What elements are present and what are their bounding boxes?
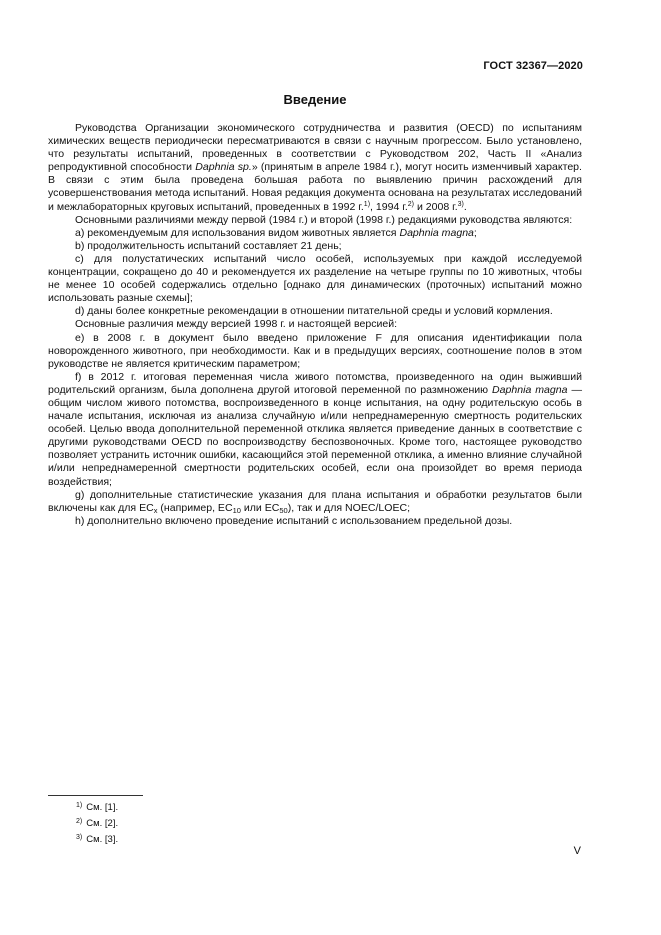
list-item-d: d) даны более конкретные рекомендации в отношении питательной среды и условий кормления.: [75, 305, 553, 318]
footnote-2: $^{2)}$ См. [2].: [76, 818, 119, 829]
footnote-1: $^{1)}$ См. [1].: [76, 802, 119, 813]
list-item-c: c) для полустатических испытаний число особей, используемых при каждой исследуемой концентрации, сокращено до 40 и рекомендуется их разделение на четыре группы по 10 животных, чтобы не менее 10 особей содержались отдельно [однако для динамических (проточных) испытаний можно использовать разные схемы];: [48, 252, 582, 305]
footnotes: [76, 800, 118, 848]
list-item-e: e) в 2008 г. в документ было введено приложение F для описания идентификации пола новорожденного животного, при необходимости. Как и в предыдущих версиях, соотношение полов в этом руководстве не является критическим параметром;: [48, 331, 582, 370]
list-item-h: h) дополнительно включено проведение испытаний с использованием предельной дозы.: [75, 514, 513, 527]
paragraph-differences-2: Основные различия между версией 1998 г. и настоящей версией:: [75, 318, 398, 331]
paragraph-intro: Руководства Организации экономического сотрудничества и развития (OECD) по испытаниям химических веществ периодически пересматриваются в связи с научным прогрессом. Было установлено, что результаты испытаний, проведенных в соответствии с Руководством 202, Часть II «Анализ репродуктивной способности Daphnia sp.» (принятым в апреле 1984 г.), могут носить изменчивый характер. В связи с этим была проведена большая работа по выявлению причин расхождений для усовершенствования метода испытаний. Новая редакция документа основана на результатах исследований и межлабораторных круговых испытаний, проведенных в 1992 г.$^{1)}$, 1994 г.$^{2)}$ и 2008 г.$^{3)}$.: [48, 122, 582, 213]
list-item-f: f) в 2012 г. итоговая переменная числа живого потомства, произведенного на один выживший родительский организм, была дополнена другой итоговой переменной по размножению Daphnia magna — общим числом живого потомства, воспроизведенного в конце испытания, на одну родительскую особь в начале испытания, исключая из анализа случайную и/или непреднамеренную смертность родительских особей. Целью ввода дополнительной переменной отклика является приведение данных в соответствие с другими руководствами OECD по воспроизводству беспозвоночных. Кроме того, настоящее руководство позволяет устранить источник ошибки, касающийся этой переменной отклика, а именно влияние случайной и/или непреднамеренной смертности родительских особей, если она произойдет во время периода воздействия;: [48, 370, 583, 488]
page-number: V: [573, 845, 581, 857]
standard-code: ГОСТ 32367—2020: [483, 60, 583, 72]
list-item-a: a) рекомендуемым для использования видом животных является Daphnia magna;: [75, 226, 477, 239]
list-item-b: b) продолжительность испытаний составляет 21 день;: [75, 239, 342, 252]
section-title: Введение: [283, 92, 347, 107]
paragraph-differences-1: Основными различиями между первой (1984 г.) и второй (1998 г.) редакциями руководства являются:: [75, 213, 573, 226]
footnote-3: $^{3)}$ См. [3].: [76, 834, 119, 845]
footnote-ref: 1): [363, 200, 371, 208]
footnote-ref: 3): [457, 200, 464, 208]
list-item-g: g) дополнительные статистические указания для плана испытания и обработки результатов были включены как для $EC_x$ (например, $EC_{10}$ или $EC_{50}$), так и для NOEC/LOEC;: [48, 488, 582, 515]
footnote-divider: [48, 795, 143, 796]
footnote-ref: 2): [407, 200, 415, 208]
document-body: [48, 122, 582, 528]
